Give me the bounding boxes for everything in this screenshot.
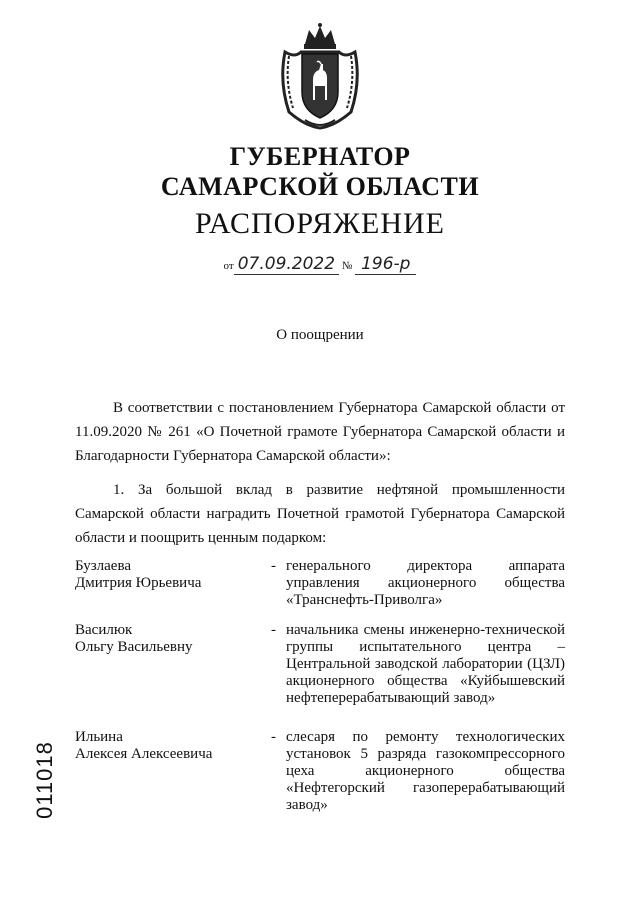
date-number-line bbox=[0, 254, 640, 274]
awardee-given-names: Алексея Алексеевича bbox=[75, 746, 213, 762]
awardee-name bbox=[75, 558, 255, 592]
document-type: РАСПОРЯЖЕНИЕ bbox=[194, 207, 446, 240]
clause-text: 1. За большой вклад в развитие нефтяной промышленности Самарской области наградить Почетной грамотой Губернатора Самарской области и поощрить ценным подарком: bbox=[75, 482, 565, 546]
awardee-given-names: Ольгу Васильевну bbox=[75, 639, 193, 655]
document-number: 196-р bbox=[355, 254, 416, 275]
awardee-surname: Ильина bbox=[75, 729, 123, 745]
document-subject: О поощрении bbox=[276, 327, 364, 343]
date-prefix: от bbox=[223, 260, 234, 272]
awardee-position: генерального директора аппарата управления акционерного общества «Транснефть-Приволга» bbox=[286, 558, 565, 608]
document-date: 07.09.2022 bbox=[234, 254, 339, 275]
coat-of-arms-icon bbox=[275, 22, 365, 132]
title-line-2: САМАРСКОЙ ОБЛАСТИ bbox=[160, 172, 480, 201]
awardee-surname: Бузлаева bbox=[75, 558, 132, 574]
preamble-paragraph bbox=[75, 396, 565, 468]
awardee-name bbox=[75, 622, 255, 656]
preamble-text: В соответствии с постановлением Губернатора Самарской области от 11.09.2020 № 261 «О Почетной грамоте Губернатора Самарской области и Благодарности Губернатора Самарской области»: bbox=[75, 400, 565, 464]
entry-dash: - bbox=[271, 729, 276, 745]
awardee-given-names: Дмитрия Юрьевича bbox=[75, 575, 202, 591]
entry-dash: - bbox=[271, 558, 276, 574]
side-serial-stamp bbox=[30, 741, 60, 819]
awardee-surname: Василюк bbox=[75, 622, 133, 638]
number-sign: № bbox=[341, 260, 353, 272]
awardee-position: начальника смены инженерно-технической группы испытательного центра – Центральной заводской лаборатории (ЦЗЛ) акционерного общества «Куйбышевский нефтеперерабатывающий завод» bbox=[286, 622, 565, 706]
awardee-name bbox=[75, 729, 255, 763]
serial-number: 011018 bbox=[32, 741, 57, 819]
awardee-position: слесаря по ремонту технологических установок 5 разряда газокомпрессорного цеха акционерного общества «Нефтегорский газоперерабатывающий завод» bbox=[286, 729, 565, 813]
title-line-1: ГУБЕРНАТОР bbox=[229, 142, 411, 171]
entry-dash: - bbox=[271, 622, 276, 638]
clause-paragraph bbox=[75, 478, 565, 550]
